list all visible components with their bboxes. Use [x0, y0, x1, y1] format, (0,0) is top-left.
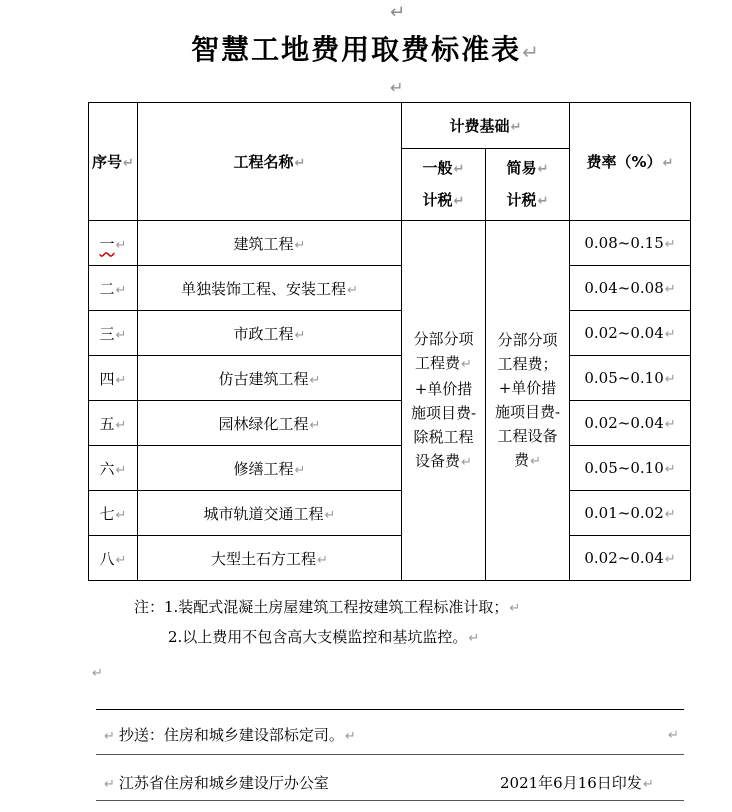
row-rate: 0.05~0.10↵	[570, 356, 691, 401]
divider-bottom	[96, 800, 684, 801]
row-rate: 0.08~0.15↵	[570, 221, 691, 266]
row-rate: 0.02~0.04↵	[570, 401, 691, 446]
row-rate: 0.01~0.02↵	[570, 491, 691, 536]
row-rate: 0.05~0.10↵	[570, 446, 691, 491]
row-seq: 五↵	[89, 401, 138, 446]
issue-date: 2021年6月16日印发↵	[500, 774, 654, 792]
row-seq: 六↵	[89, 446, 138, 491]
header-general-tax: 一般↵ 计税↵	[402, 149, 486, 221]
row-seq: 八↵	[89, 536, 138, 581]
table-row	[89, 311, 691, 356]
row-project-name: 园林绿化工程↵	[138, 401, 402, 446]
fee-standard-table	[88, 102, 691, 581]
table-row	[89, 491, 691, 536]
row-rate: 0.04~0.08↵	[570, 266, 691, 311]
table-row	[89, 221, 691, 266]
row-seq: 七↵	[89, 491, 138, 536]
header-rate: 费率（%）↵	[570, 103, 691, 221]
issuing-office: ↵ 江苏省住房和城乡建设厅办公室	[104, 774, 329, 792]
page-title: 智慧工地费用取费标准表↵	[191, 33, 541, 66]
header-simple-tax: 简易↵ 计税↵	[486, 149, 570, 221]
simple-tax-basis-cell: 分部分项 工程费； +单价措 施项目费- 工程设备 费↵	[486, 221, 570, 581]
general-tax-basis-cell: 分部分项 工程费↵ +单价措 施项目费- 除税工程 设备费↵	[402, 221, 486, 581]
row-project-name: 城市轨道交通工程↵	[138, 491, 402, 536]
row-seq: 三↵	[89, 311, 138, 356]
header-billing-basis: 计费基础↵	[402, 103, 570, 149]
paragraph-mark: ↵	[390, 2, 406, 23]
table-row	[89, 266, 691, 311]
row-seq: 二↵	[89, 266, 138, 311]
row-seq: 一↵	[89, 221, 138, 266]
header-project-name: 工程名称↵	[138, 103, 402, 221]
cc-line: ↵ 抄送：住房和城乡建设部标定司。↵	[104, 726, 356, 744]
paragraph-mark: ↵	[92, 666, 103, 681]
row-project-name: 建筑工程↵	[138, 221, 402, 266]
paragraph-mark: ↵	[522, 40, 541, 64]
divider-middle	[96, 754, 684, 755]
row-project-name: 仿古建筑工程↵	[138, 356, 402, 401]
table-row	[89, 446, 691, 491]
header-seq: 序号↵	[89, 103, 138, 221]
table-row	[89, 356, 691, 401]
table-row	[89, 401, 691, 446]
row-project-name: 大型土石方工程↵	[138, 536, 402, 581]
paragraph-mark: ↵	[668, 728, 679, 743]
note-line-1: 注：1.装配式混凝土房屋建筑工程按建筑工程标准计取；↵	[134, 598, 521, 616]
row-rate: 0.02~0.04↵	[570, 536, 691, 581]
table-row	[89, 536, 691, 581]
row-seq: 四↵	[89, 356, 138, 401]
row-project-name: 修缮工程↵	[138, 446, 402, 491]
row-rate: 0.02~0.04↵	[570, 311, 691, 356]
paragraph-mark: ↵	[390, 78, 404, 97]
row-project-name: 单独装饰工程、安装工程↵	[138, 266, 402, 311]
divider-top	[96, 709, 684, 710]
note-line-2: 2.以上费用不包含高大支模监控和基坑监控。↵	[168, 628, 480, 646]
row-project-name: 市政工程↵	[138, 311, 402, 356]
